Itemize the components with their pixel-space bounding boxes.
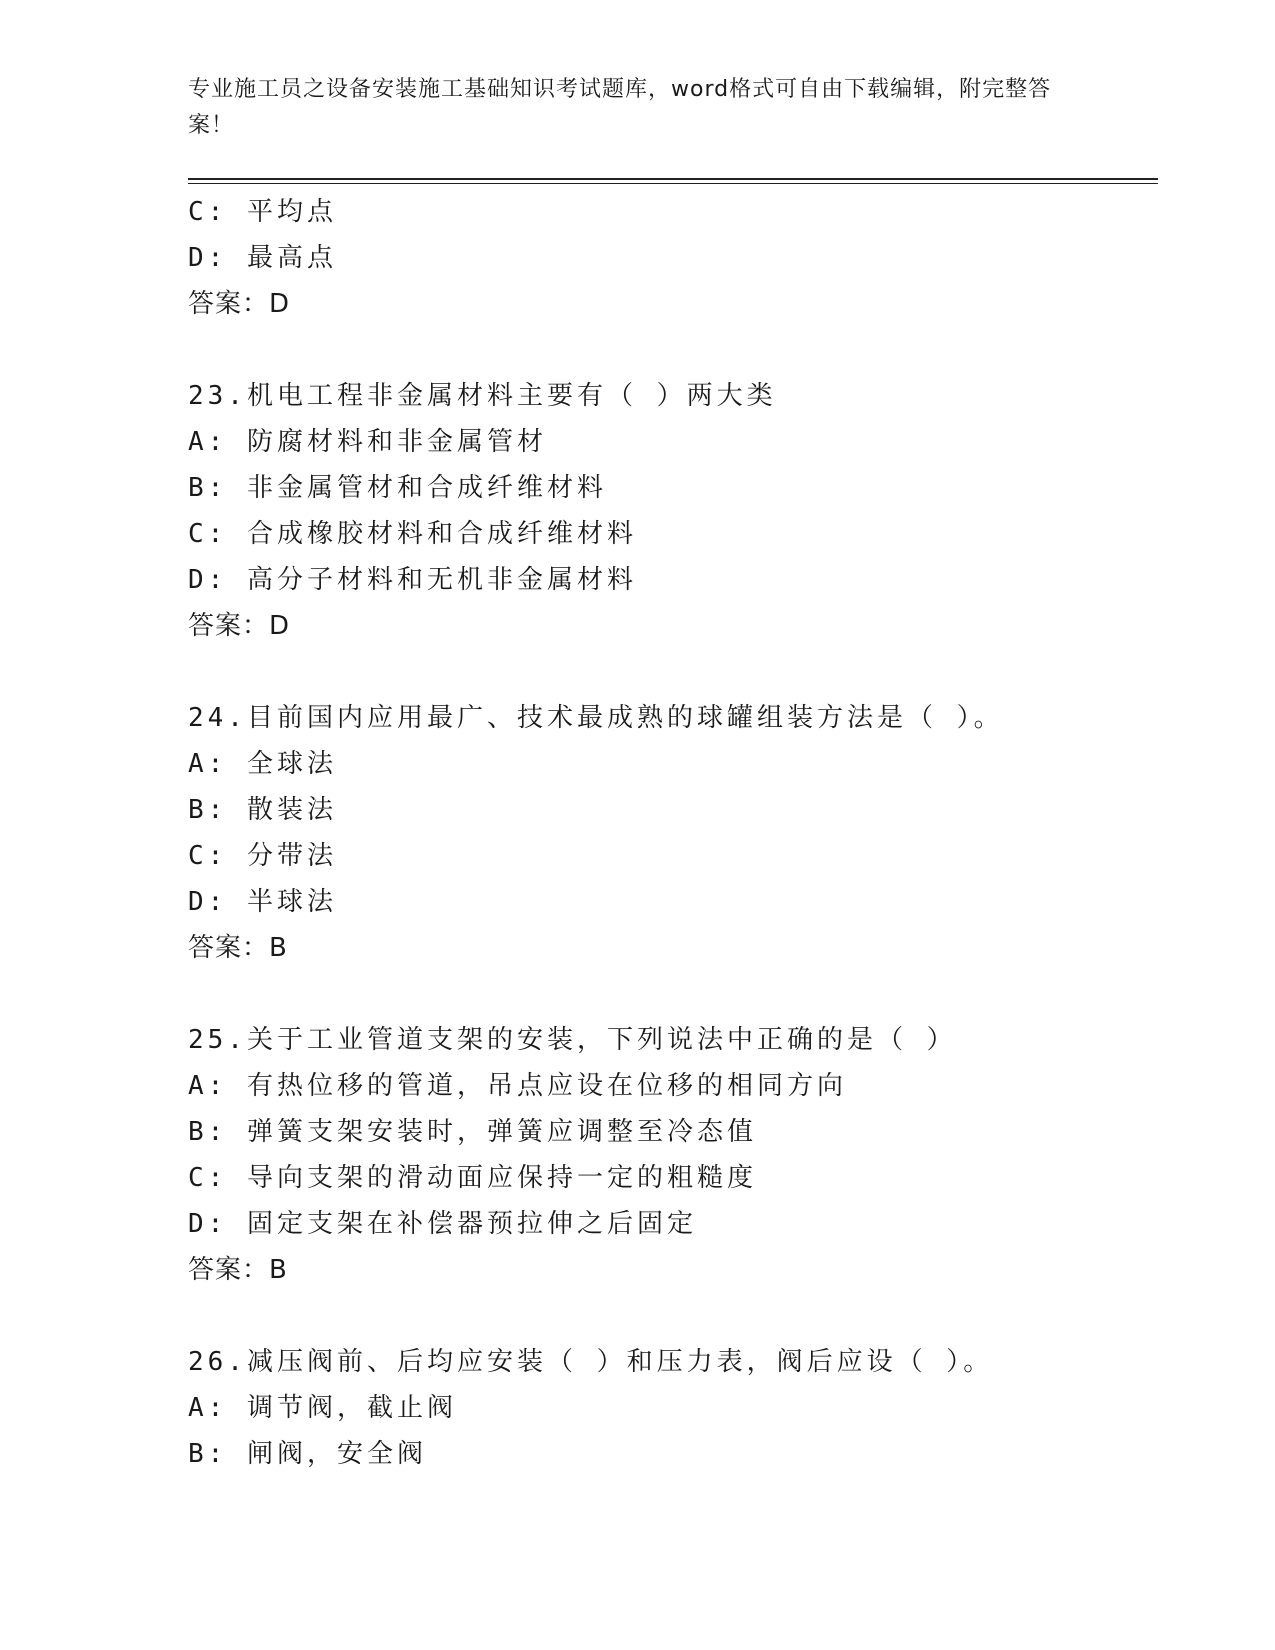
option-a: A: 防腐材料和非金属管材 [188, 427, 547, 457]
question-stem: 25.关于工业管道支架的安装，下列说法中正确的是（ ） [188, 1025, 957, 1055]
question-24 [188, 695, 1158, 971]
question-stem: 24.目前国内应用最广、技术最成熟的球罐组装方法是（ ）。 [188, 703, 1004, 733]
option-d: D: 高分子材料和无机非金属材料 [188, 565, 637, 595]
option-b: B: 非金属管材和合成纤维材料 [188, 473, 607, 503]
option-c: C: 平均点 [188, 197, 337, 227]
option-d: D: 半球法 [188, 887, 337, 917]
answer: 答案：B [188, 1255, 288, 1285]
option-b: B: 散装法 [188, 795, 337, 825]
answer: 答案：D [188, 611, 291, 641]
header-rule-thick [188, 178, 1158, 180]
header-text: 专业施工员之设备安装施工基础知识考试题库，word格式可自由下载编辑，附完整答案！ [188, 77, 1052, 138]
option-a: A: 全球法 [188, 749, 337, 779]
question-26 [188, 1339, 1158, 1477]
option-d: D: 最高点 [188, 243, 337, 273]
question-stem: 23.机电工程非金属材料主要有（ ）两大类 [188, 381, 777, 411]
header-rule-thin [188, 183, 1158, 184]
option-c: C: 合成橡胶材料和合成纤维材料 [188, 519, 637, 549]
option-b: B: 闸阀，安全阀 [188, 1439, 427, 1469]
option-a: A: 有热位移的管道，吊点应设在位移的相同方向 [188, 1071, 847, 1101]
question-22-tail [188, 189, 1158, 327]
option-c: C: 分带法 [188, 841, 337, 871]
question-23 [188, 373, 1158, 649]
question-list [188, 189, 1158, 1477]
option-a: A: 调节阀，截止阀 [188, 1393, 457, 1423]
question-stem: 26.减压阀前、后均应安装（ ）和压力表，阀后应设（ ）。 [188, 1347, 994, 1377]
document-header [188, 72, 1068, 144]
answer: 答案：D [188, 289, 291, 319]
option-b: B: 弹簧支架安装时，弹簧应调整至冷态值 [188, 1117, 757, 1147]
question-25 [188, 1017, 1158, 1293]
option-d: D: 固定支架在补偿器预拉伸之后固定 [188, 1209, 697, 1239]
option-c: C: 导向支架的滑动面应保持一定的粗糙度 [188, 1163, 757, 1193]
answer: 答案：B [188, 933, 288, 963]
